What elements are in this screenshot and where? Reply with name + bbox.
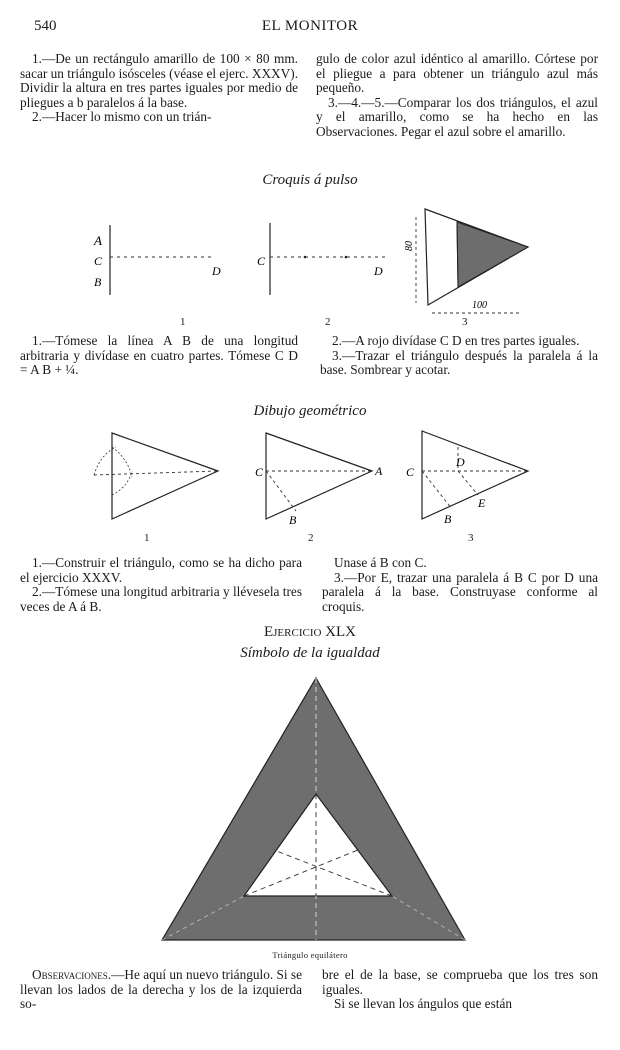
observaciones-paragraph-1: —He aquí un nuevo triángulo. Si se llevan los lados de la derecha y los de la izquierda so- — [20, 967, 302, 1012]
observaciones-paragraph-1-cont: bre el de la base, se comprueba que los tres son iguales. — [322, 967, 598, 997]
croquis-label-c: C — [94, 254, 103, 268]
dibujo-figure-number-1: 1 — [144, 532, 150, 544]
croquis-figure-1 — [93, 225, 221, 295]
croquis-heading: Croquis á pulso — [262, 172, 358, 188]
dibujo3-label-e: E — [478, 496, 486, 510]
observaciones-label: Observaciones. — [32, 967, 112, 982]
croquis2-label-d: D — [374, 264, 383, 278]
dibujo3-label-b: B — [444, 512, 452, 526]
croquis-left-column — [20, 334, 298, 378]
dibujo-figure-3 — [406, 431, 528, 526]
observaciones-right-column — [322, 968, 598, 1012]
dibujo-paragraph-3: 3.—Por E, trazar una paralela á B C por D una paralela á la base. Construyase conforme al croquis. — [322, 569, 598, 614]
croquis-figure-number-3: 3 — [462, 316, 468, 328]
dibujo-figure-number-3: 3 — [468, 532, 474, 544]
croquis-paragraph-2: 2.—A rojo divídase C D en tres partes iguales. — [332, 333, 580, 348]
intro-left-column — [20, 52, 298, 125]
figure-caption: Triángulo equilátero — [272, 950, 348, 960]
dibujo-figure-1 — [94, 433, 218, 519]
dibujo-figure-number-2: 2 — [308, 532, 314, 544]
dibujo-right-column — [322, 556, 598, 614]
croquis-paragraph-1: 1.—Tómese la línea A B de una longitud arbitraria y divídase en cuatro partes. Tómese C D = A B + ¼. — [20, 333, 298, 378]
croquis-figure-number-2: 2 — [325, 316, 331, 328]
observaciones-paragraph-2: Si se llevan los ángulos que están — [334, 996, 513, 1012]
croquis-figure-2 — [257, 223, 385, 295]
observaciones-left-column — [20, 968, 302, 1012]
croquis2-label-c: C — [257, 254, 266, 268]
croquis-dimension-100: 100 — [472, 300, 487, 311]
intro-right-column — [316, 52, 598, 140]
croquis-label-d: D — [212, 264, 221, 278]
dibujo-paragraph-2-cont: Unase á B con C. — [334, 555, 427, 570]
croquis-figure-3 — [404, 209, 528, 313]
croquis-figure-number-1: 1 — [180, 316, 186, 328]
croquis-dimension-80: 80 — [404, 241, 415, 251]
equilateral-triangle-figure — [150, 674, 480, 946]
exercise-title: Ejercicio XLX — [263, 624, 357, 640]
dibujo2-label-a: A — [375, 464, 383, 478]
intro-paragraph-2: 2.—Hacer lo mismo con un trián- — [32, 109, 212, 125]
croquis-paragraph-3: 3.—Trazar el triángulo después la paralela á la base. Sombrear y acotar. — [320, 347, 598, 378]
dibujo-figure-2 — [255, 433, 383, 527]
dibujo3-label-c: C — [406, 465, 415, 479]
croquis-figures — [0, 195, 620, 320]
dibujo3-label-d: D — [456, 455, 465, 469]
intro-paragraph-2-cont: gulo de color azul idéntico al amarillo. Córtese por el pliegue a para obtener un triángulo azul más pequeño. — [316, 51, 598, 96]
dibujo2-label-b: B — [289, 513, 297, 527]
dibujo-paragraph-1: 1.—Construir el triángulo, como se ha dicho para el ejercicio XXXV. — [20, 555, 302, 585]
intro-paragraph-3: 3.—4.—5.—Comparar los dos triángulos, el azul y el amarillo, como se ha hecho en las Observaciones. Pegar el azul sobre el amarillo. — [316, 94, 598, 139]
croquis-label-b: B — [94, 275, 102, 289]
dibujo-figures — [0, 425, 620, 537]
intro-paragraph-1: 1.—De un rectángulo amarillo de 100 × 80 mm. sacar un triángulo isósceles (véase el ejerc. XXXV). Dividir la altura en tres partes iguales por medio de pliegues a b paralelos á la base. — [20, 51, 299, 110]
dibujo-paragraph-2: 2.—Tómese una longitud arbitraria y llévesela tres veces de A á B. — [20, 584, 302, 614]
dibujo-left-column — [20, 556, 302, 614]
croquis-label-a: A — [94, 233, 102, 248]
running-title: EL MONITOR — [261, 18, 359, 34]
page-number: 540 — [34, 18, 57, 34]
dibujo-heading: Dibujo geométrico — [253, 403, 367, 419]
exercise-subtitle: Símbolo de la igualdad — [240, 645, 380, 661]
dibujo2-label-c: C — [255, 465, 264, 479]
croquis-right-column — [320, 334, 598, 378]
